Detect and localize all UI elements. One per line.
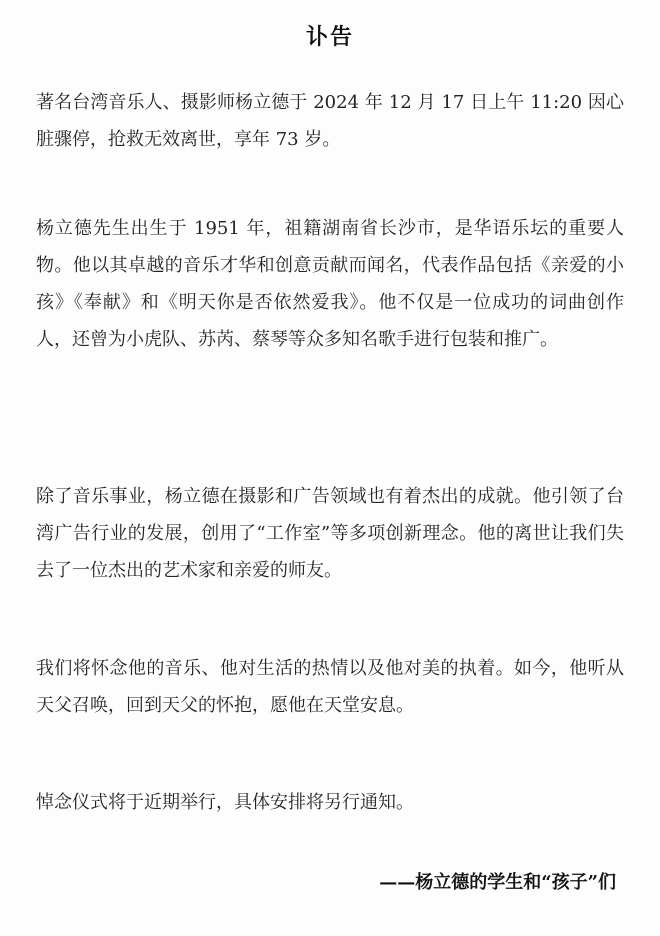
signature: ——杨立德的学生和“孩子”们 (379, 872, 616, 893)
paragraph-biography: 杨立德先生出生于 1951 年，祖籍湖南省长沙市，是华语乐坛的重要人物。他以其卓越的音乐才华和创意贡献而闻名，代表作品包括《亲爱的小孩》《奉献》和《明天你是否依然爱我》。他不仅是一位成功的词曲创作人，还曾为小虎队、苏芮、蔡琴等众多知名歌手进行包装和推广。 (36, 218, 624, 350)
paragraph-memorial-notice: 悼念仪式将于近期举行，具体安排将另行通知。 (36, 792, 414, 813)
paragraph-remembrance: 我们将怀念他的音乐、他对生活的热情以及他对美的执着。如今，他听从天父召唤，回到天父的怀抱，愿他在天堂安息。 (36, 658, 624, 716)
paragraph-achievements: 除了音乐事业，杨立德在摄影和广告领域也有着杰出的成就。他引领了台湾广告行业的发展，创用了“工作室”等多项创新理念。他的离世让我们失去了一位杰出的艺术家和亲爱的师友。 (36, 486, 624, 581)
document-title: 讣告 (305, 24, 354, 50)
paragraph-announcement: 著名台湾音乐人、摄影师杨立德于 2024 年 12 月 17 日上午 11:20 因心脏骤停，抢救无效离世，享年 73 岁。 (36, 92, 624, 150)
